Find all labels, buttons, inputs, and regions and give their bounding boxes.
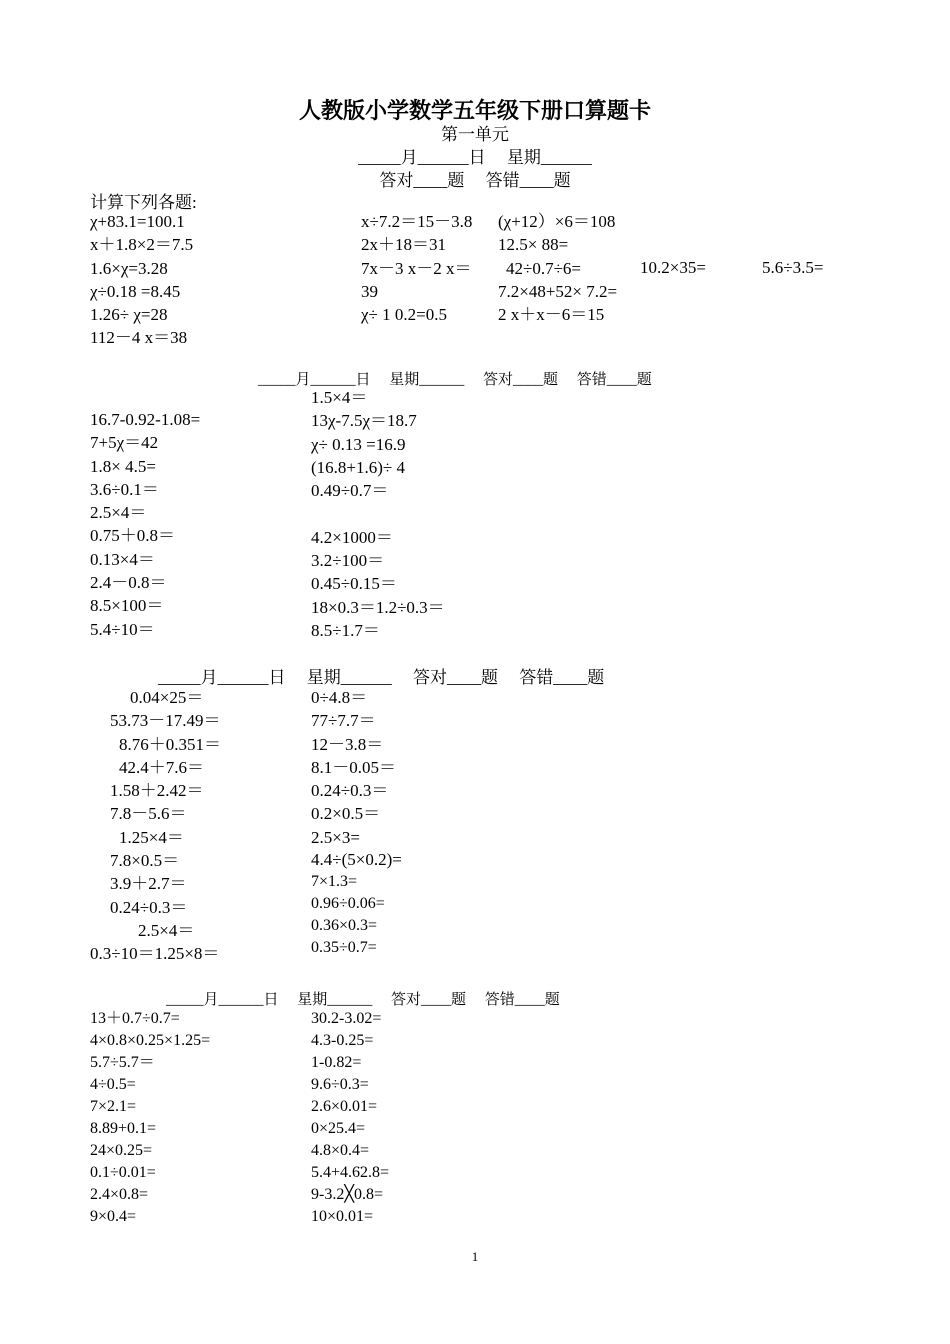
- problem: 5.4+4.6̈2.8=: [311, 1164, 390, 1181]
- problem: 1.8× 4.5=: [90, 456, 156, 476]
- problem: 24×0.25=: [90, 1142, 153, 1159]
- page-number: 1: [471, 1249, 479, 1264]
- problem: 12.5× 88=: [498, 235, 569, 255]
- problem: 2.4－0.8＝: [90, 573, 167, 593]
- problem: 3.9＋2.7＝: [110, 874, 187, 894]
- problem: 4×0.8×0.25×1.25=: [90, 1032, 211, 1049]
- problem: 8.5÷1.7＝: [311, 620, 380, 640]
- header4: _____月______日 星期______ 答对____题 答错____题: [166, 992, 560, 1008]
- section4-col1: [90, 1008, 210, 1228]
- section2-col1: [90, 408, 200, 641]
- problem: 0.13×4＝: [90, 549, 155, 569]
- problem: 4.3-0.25=: [311, 1032, 374, 1049]
- section3-col2: [311, 686, 402, 959]
- section2-col2: [311, 386, 445, 642]
- problem: 5.6÷3.5=: [762, 258, 824, 277]
- problem: 4.8×0.4=: [311, 1142, 370, 1159]
- problem: 0.04×25＝: [130, 688, 204, 707]
- problem: 9.6÷0.3=: [311, 1076, 369, 1093]
- problem: 39: [361, 281, 378, 301]
- problem: 8.1－0.05＝: [311, 757, 396, 777]
- problem: χ÷ 1 0.2=0.5: [361, 305, 447, 325]
- header1-score: 答对____题 答错____题: [379, 171, 571, 190]
- problem: 18×0.3＝1.2÷0.3＝: [311, 597, 445, 617]
- section1-col2: [361, 210, 472, 326]
- problem: 1-0.82=: [311, 1054, 362, 1071]
- problem: 3.6÷0.1＝: [90, 479, 159, 499]
- problem: 3.2÷100＝: [311, 551, 385, 571]
- problem: 7.2×48+52× 7.2=: [498, 281, 618, 301]
- problem: 4÷0.5=: [90, 1076, 136, 1093]
- instruction: 计算下列各题:: [90, 193, 197, 212]
- problem: 77÷7.7＝: [311, 711, 376, 731]
- problem: 53.73－17.49＝: [110, 711, 221, 731]
- problem: (16.8+1.6)÷ 4: [311, 457, 405, 477]
- problem: 0÷4.8＝: [311, 688, 368, 707]
- problem: 30.2-3.02=: [311, 1010, 382, 1027]
- header2: _____月______日 星期______ 答对____题 答错____题: [258, 372, 652, 388]
- section1-col1: [90, 210, 193, 350]
- problem: 112－4 x＝38: [90, 328, 188, 348]
- problem: 0.24÷0.3＝: [311, 781, 389, 801]
- problem: 5.4÷10＝: [90, 619, 155, 639]
- problem: 0.36×0.3=: [311, 917, 378, 935]
- problem: 1.58＋2.42＝: [110, 781, 204, 801]
- problem: χ÷ 0.13 =16.9: [311, 434, 406, 454]
- problem: 7×1.3=: [311, 873, 358, 891]
- problem: χ÷0.18 =8.45: [90, 281, 181, 301]
- problem: 8.76＋0.351＝: [119, 734, 221, 754]
- problem: 9×0.4=: [90, 1208, 137, 1225]
- problem: 16.7-0.92-1.08=: [90, 410, 201, 429]
- problem: 8.5×100＝: [90, 596, 164, 616]
- problem: 4.4÷(5×0.2)=: [311, 850, 402, 870]
- problem: 8.89+0.1=: [90, 1120, 157, 1137]
- problem: x＋1.8×2＝7.5: [90, 235, 194, 255]
- problem: [311, 502, 445, 525]
- page-title: 人教版小学数学五年级下册口算题卡: [298, 98, 651, 123]
- problem: 7×2.1=: [90, 1098, 137, 1115]
- problem: 0.3÷10＝1.25×8＝: [90, 944, 220, 964]
- problem: 7x－3 x－2 x＝: [361, 258, 472, 278]
- problem: 1.6×χ=3.28: [90, 258, 168, 278]
- problem: 10.2×35=: [640, 258, 706, 277]
- problem: 13＋0.7÷0.7=: [90, 1010, 180, 1027]
- problem: 0.2×0.5＝: [311, 804, 381, 824]
- problem: 0.96÷0.06=: [311, 895, 385, 913]
- problem: 2.5×4＝: [90, 503, 147, 523]
- problem: 0.35÷0.7=: [311, 939, 377, 957]
- problem: 7+5χ＝42: [90, 433, 159, 453]
- problem: 42.4＋7.6＝: [119, 757, 204, 777]
- section3-col1: [90, 686, 221, 966]
- problem: 2.5×3=: [311, 827, 360, 847]
- problem: 2x＋18＝31: [361, 235, 446, 255]
- unit-label: 第一单元: [441, 125, 509, 144]
- problem: 7.8－5.6＝: [110, 804, 187, 824]
- problem: 13χ-7.5χ＝18.7: [311, 411, 417, 431]
- problem: 5.7÷5.7＝: [90, 1054, 155, 1071]
- problem: 1.26÷ χ=28: [90, 305, 168, 325]
- problem: χ+83.1=100.1: [90, 212, 185, 231]
- problem: 2.5×4＝: [138, 920, 195, 940]
- problem: 2 x＋x－6＝15: [498, 305, 605, 325]
- problem: 2.6×0.01=: [311, 1098, 378, 1115]
- problem: 0.1÷0.01=: [90, 1164, 156, 1181]
- problem: 0.49÷0.7＝: [311, 481, 389, 501]
- problem: 1.25×4＝: [119, 827, 184, 847]
- problem: 4.2×1000＝: [311, 527, 393, 547]
- problem: 1.5×4＝: [311, 388, 368, 407]
- section1-col3: [498, 210, 617, 326]
- problem: (χ+12）×6＝108: [498, 212, 616, 231]
- header3: _____月______日 星期______ 答对____题 答错____题: [158, 668, 605, 687]
- header1-date: _____月______日 星期______: [358, 148, 592, 167]
- problem: 0×25.4=: [311, 1120, 366, 1137]
- problem: 0.24÷0.3＝: [110, 897, 188, 917]
- problem: 0.75＋0.8＝: [90, 526, 175, 546]
- section4-col2: [311, 1008, 389, 1228]
- problem: 9-3.2╳0.8=: [311, 1186, 383, 1203]
- problem: x÷7.2＝15－3.8: [361, 212, 473, 231]
- problem: 10×0.01=: [311, 1208, 374, 1225]
- problem: 42÷0.7÷6=: [506, 258, 581, 278]
- problem: 2.4×0.8=: [90, 1186, 149, 1203]
- problem: 7.8×0.5＝: [110, 851, 180, 871]
- problem: 12－3.8＝: [311, 734, 384, 754]
- problem: 0.45÷0.15＝: [311, 574, 397, 594]
